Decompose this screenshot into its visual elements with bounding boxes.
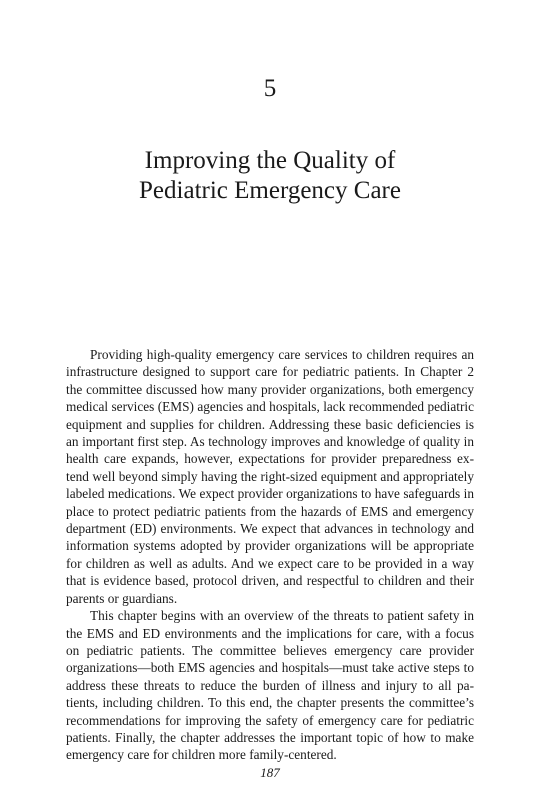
paragraph: Providing high-quality emergency care services to children requires an infrastructure designed to support care for pediatric patients. In Chapter 2 the committee discussed how many provider organizations, both emergency medical services (EMS) agencies and hospitals, lack recommended pediatric equipment and supplies for children. Addressing these basic deficiencies is an important first step. As technology improves and knowledge of quality in health care expands, however, expectations for provider preparedness extend well beyond simply having the right-sized equipment and appropriately labeled medications. We expect provider organizations to have safeguards in place to protect pediatric patients from the hazards of EMS and emergency department (ED) environments. We expect that advances in technology and information systems adopted by provider organizations will be appropriate for children as well as adults. And we expect care to be provided in a way that is evidence based, protocol driven, and respectful to children and their parents or guardians.	[66, 347, 474, 606]
chapter-title	[0, 146, 540, 206]
page-number: 187	[260, 765, 280, 780]
chapter-title-line: Improving the Quality of	[144, 147, 396, 174]
body-text	[66, 346, 474, 764]
chapter-number: 5	[263, 75, 277, 102]
chapter-title-line: Pediatric Emergency Care	[139, 177, 401, 204]
paragraph: This chapter begins with an overview of the threats to patient safety in the EMS and ED environments and the implications for care, with a focus on pediatric patients. The committee believes emergency care provider organizations—both EMS agencies and hospitals—must take active steps to address these threats to reduce the burden of illness and injury to all patients, including children. To this end, the chapter presents the committee’s recommendations for improving the safety of emergency care for pediatric patients. Finally, the chapter addresses the important topic of how to make emergency care for children more family-centered.	[66, 608, 474, 763]
